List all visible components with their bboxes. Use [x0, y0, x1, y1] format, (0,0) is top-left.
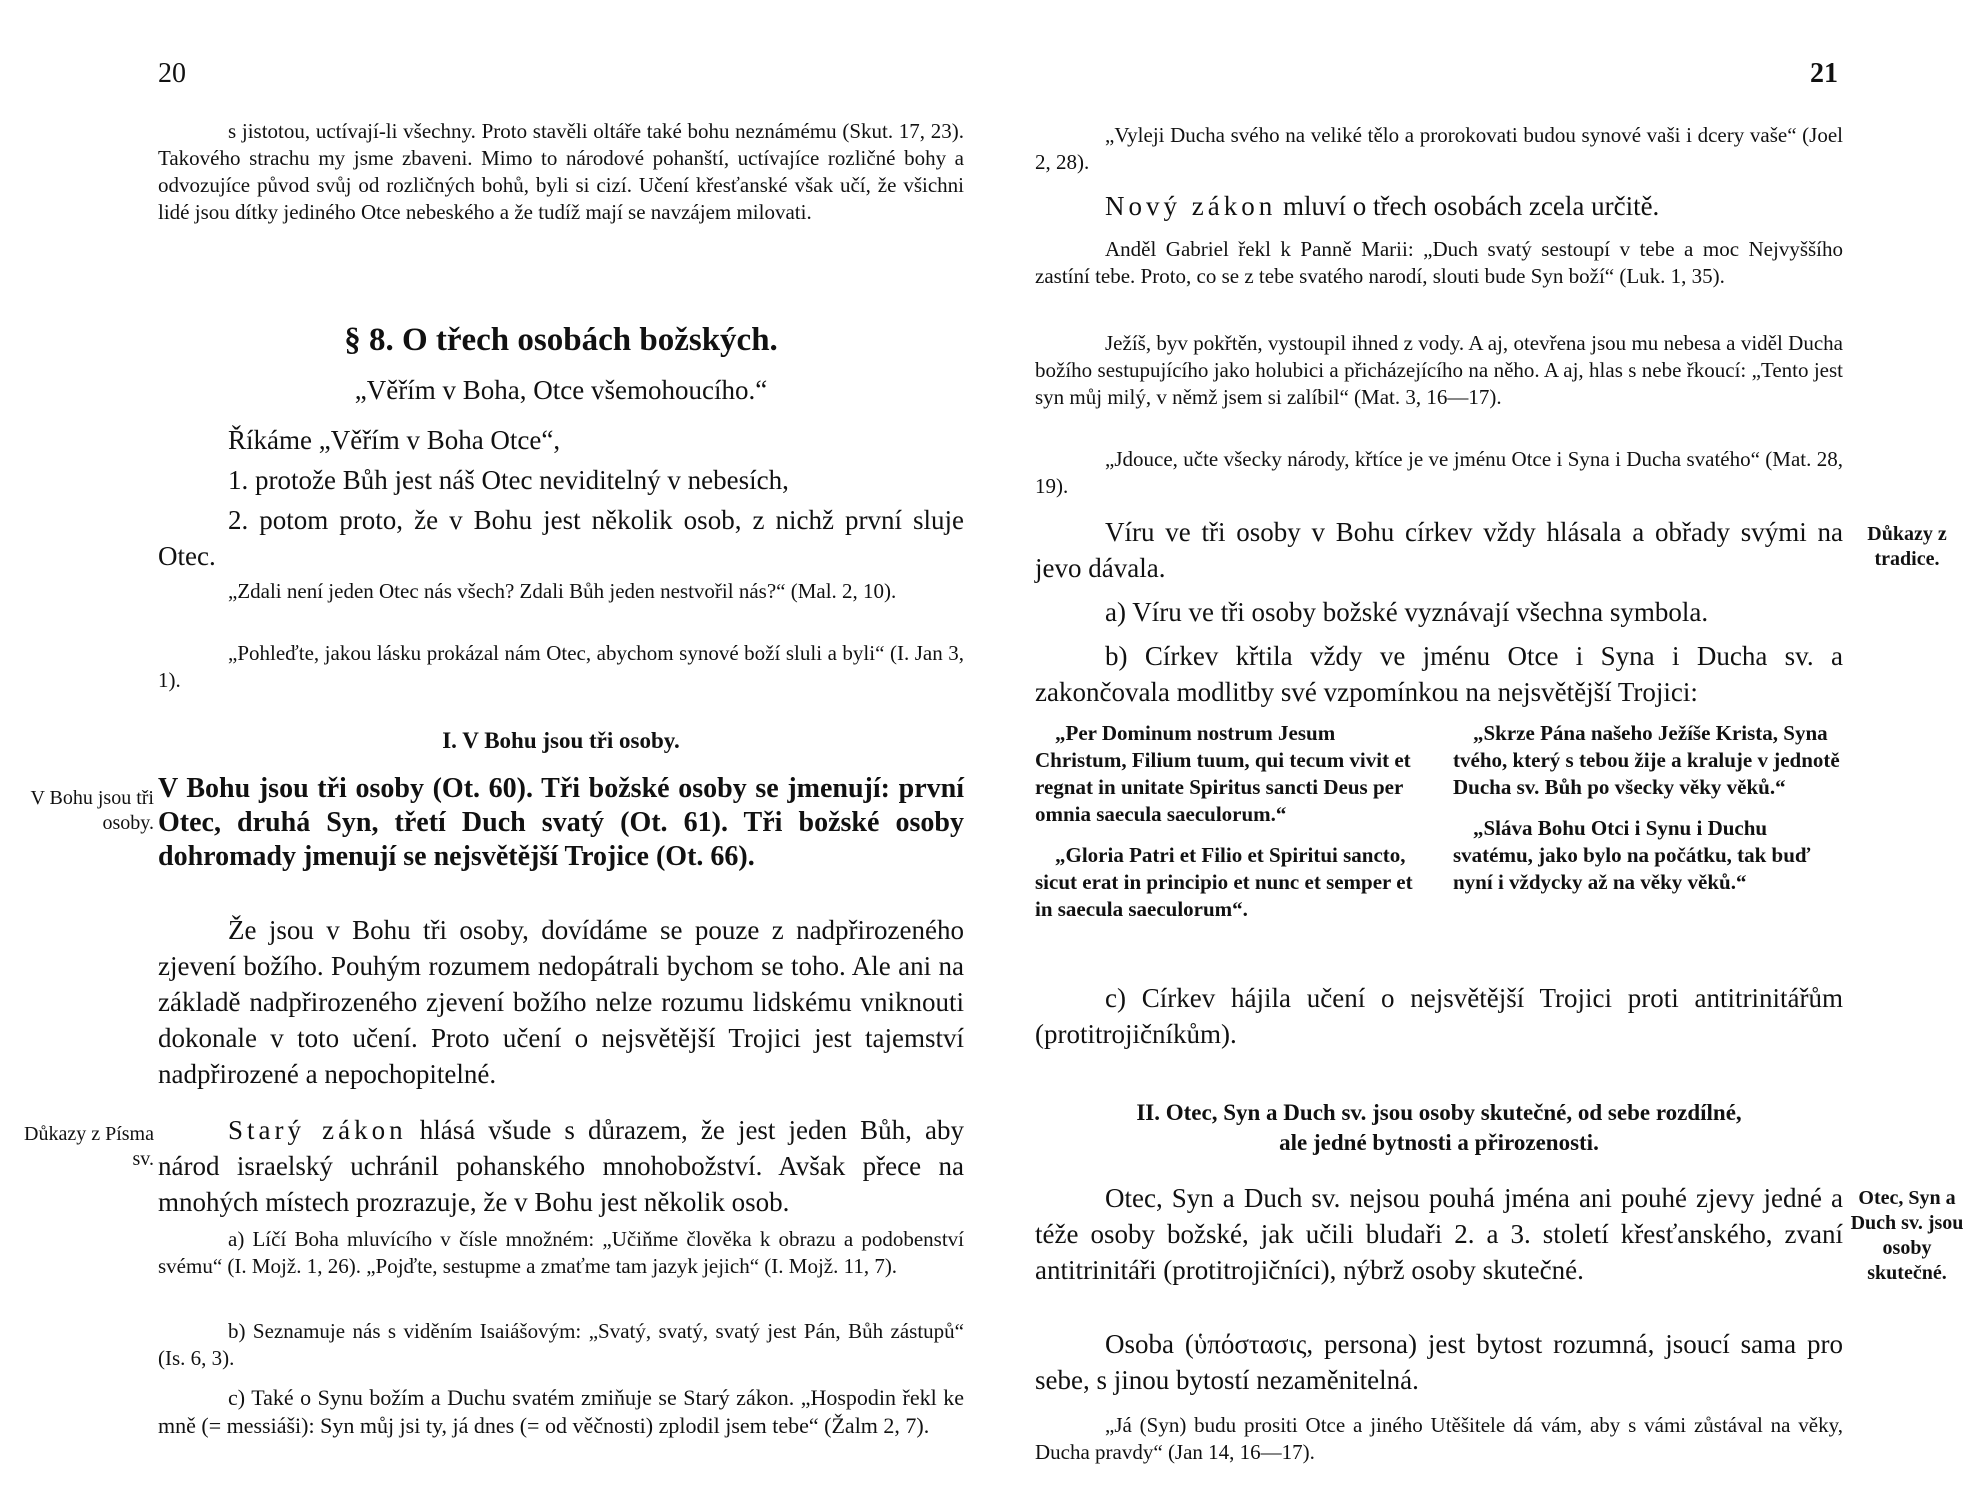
persons-paragraph: Otec, Syn a Duch sv. nejsou pouhá jména ani pouhé zjevy jedné a téže osoby božské, jak učili bludaři 2. a 3. století křesťanského, zvaní antitrinitáři (protitrojičníci), nýbrž osoby skutečné. [1035, 1183, 1843, 1285]
latin-prayer-1: „Per Dominum nostrum Jesum Christum, Filium tuum, qui tecum vivit et regnat in unitate Spiritus sancti Deus per omnia saecula saeculorum.“ [1035, 721, 1411, 826]
point-b: b) Seznamuje nás s viděním Isaiášovým: „Svatý, svatý, svatý jest Pán, Bůh zástupů“ (Is. 6, 3). [158, 1319, 964, 1370]
quote-jan14: „Já (Syn) budu prositi Otce a jiného Utěšitele dá vám, aby s vámi zůstával na věky, Ducha pravdy“ (Jan 14, 16—17). [1035, 1413, 1843, 1464]
margin-note-pismo: Důkazy z Písma sv. [24, 1123, 154, 1170]
point-c: c) Také o Synu božím a Duchu svatém zmiňuje se Starý zákon. „Hospodin řekl ke mně (= messiáši): Syn můj jsi ty, já dnes (= od věčnosti) zplodil jsem tebe“ (Žalm 2, 7). [158, 1385, 964, 1438]
reason-2: 2. potom proto, že v Bohu jest několik osob, z nichž první sluje Otec. [158, 505, 964, 571]
tradition-paragraph: Víru ve tři osoby v Bohu církev vždy hlásala a obřady svými na jevo dávala. [1035, 517, 1843, 583]
novy-zakon-paragraph [1035, 188, 1843, 224]
czech-prayer-1: „Skrze Pána našeho Ježíše Krista, Syna tvého, který s tebou žije a kraluje v jednotě Ducha sv. Bůh po všecky věky věků.“ [1453, 721, 1840, 799]
page-number-left: 20 [158, 58, 186, 89]
margin-note-tri-osoby: V Bohu jsou tři osoby. [30, 787, 154, 834]
creed-line: „Věřím v Boha, Otce všemohoucího.“ [354, 375, 768, 405]
page-number-right: 21 [1810, 58, 1838, 89]
revelation-paragraph: Že jsou v Bohu tři osoby, dovídáme se pouze z nadpřirozeného zjevení božího. Pouhým rozumem nedopátrali bychom se toho. Ale ani na základě nadpřirozeného zjevení božího nelze rozumu lidskému vniknouti dokonale v toto učení. Proto učení o nejsvětější Trojici jest tajemství nadpřirozené a nepochopitelné. [158, 915, 964, 1089]
item-c: c) Církev hájila učení o nejsvětější Trojici proti antitrinitářům (protitrojičníkům). [1035, 983, 1843, 1049]
intro-paragraph: s jistotou, uctívají-li všechny. Proto stavěli oltáře také bohu neznámému (Skut. 17, 23). Takového strachu my jsme zbaveni. Mimo to národové pohanští, uctívajíce rozličné bohy a odvozujíce původ svůj od rozličných bohů, byli si cizí. Učení křesťanské však učí, že všichni lidé jsou dítky jediného Otce nebeského a že tudíž mají se navzájem milovati. [158, 119, 964, 224]
stary-zakon-paragraph [158, 1112, 964, 1220]
quote-mal: „Zdali není jeden Otec nás všech? Zdali Bůh jeden nestvořil nás?“ (Mal. 2, 10). [228, 579, 897, 603]
rikame-line: Říkáme „Věřím v Boha Otce“, [228, 425, 561, 455]
doctrine-bold-paragraph: V Bohu jsou tři osoby (Ot. 60). Tři božské osoby se jmenují: první Otec, druhá Syn, třetí Duch svatý (Ot. 61). Tři božské osoby dohromady jmenují se nejsvětější Trojice (Ot. 66). [158, 773, 964, 872]
margin-note-tradice: Důkazy z tradice. [1867, 523, 1947, 570]
quote-joel: „Vyleji Ducha svého na veliké tělo a prorokovati budou synové vaši i dcery vaše“ (Joel 2, 28). [1035, 123, 1843, 174]
osoba-paragraph: Osoba (ὑπόστασις, persona) jest bytost rozumná, jsoucí sama pro sebe, s jinou bytostí nezaměnitelná. [1035, 1329, 1843, 1395]
item-a: a) Víru ve tři osoby božské vyznávají všechna symbola. [1105, 597, 1709, 627]
subsection-1-title: I. V Bohu jsou tři osoby. [442, 728, 680, 753]
stary-zakon-label: Starý zákon [228, 1115, 407, 1145]
prayer-columns [1035, 720, 1843, 937]
section-title: § 8. O třech osobách božských. [344, 322, 778, 358]
novy-zakon-label: Nový zákon [1105, 191, 1277, 221]
quote-mat28: „Jdouce, učte všecky národy, křtíce je ve jménu Otce i Syna i Ducha svatého“ (Mat. 28, 19). [1035, 447, 1843, 498]
subsection-2-line-1: II. Otec, Syn a Duch sv. jsou osoby skutečné, od sebe rozdílné, [1136, 1100, 1742, 1125]
subsection-2-line-2: ale jedné bytnosti a přirozenosti. [1279, 1130, 1599, 1155]
reason-1: 1. protože Bůh jest náš Otec neviditelný v nebesích, [228, 465, 789, 495]
quote-mat3: Ježíš, byv pokřtěn, vystoupil ihned z vody. A aj, otevřena jsou mu nebesa a viděl Ducha božího sestupujícího jako holubici a přicházejícího na něho. A aj, hlas s nebe řkoucí: „Tento jest syn můj milý, v němž jsem si zalíbil“ (Mat. 3, 16—17). [1035, 331, 1843, 409]
latin-prayer-2: „Gloria Patri et Filio et Spiritui sancto, sicut erat in principio et nunc et semper et in saecula saeculorum“. [1035, 843, 1413, 921]
czech-column [1453, 720, 1843, 937]
novy-zakon-text: mluví o třech osobách zcela určitě. [1276, 191, 1660, 221]
margin-note-osoby-skutecne: Otec, Syn a Duch sv. jsou osoby skutečné. [1850, 1187, 1964, 1284]
item-b: b) Církev křtila vždy ve jménu Otce i Syna i Ducha sv. a zakončovala modlitby své vzpomínkou na nejsvětější Trojici: [1035, 641, 1843, 707]
point-a: a) Líčí Boha mluvícího v čísle množném: „Učiňme člověka k obrazu a podobenství svému“ (I. Mojž. 1, 26). „Pojďte, sestupme a zmaťme tam jazyk jejich“ (I. Mojž. 11, 7). [158, 1227, 964, 1278]
czech-prayer-2: „Sláva Bohu Otci i Synu i Duchu svatému, jako bylo na počátku, tak buď nyní i vždycky až na věky věků.“ [1453, 816, 1811, 894]
quote-jan: „Pohleďte, jakou lásku prokázal nám Otec, abychom synové boží sluli a byli“ (I. Jan 3, 1). [158, 641, 964, 692]
quote-luk: Anděl Gabriel řekl k Panně Marii: „Duch svatý sestoupí v tebe a moc Nejvyššího zastíní tebe. Proto, co se z tebe svatého narodí, slouti bude Syn boží“ (Luk. 1, 35). [1035, 237, 1843, 288]
stary-zakon-text: hlásá všude s důrazem, že jest jeden Bůh, aby národ israelský uchránil pohanského mnohobožství. Avšak přece na mnohých místech prozrazuje, že v Bohu jest několik osob. [158, 1115, 965, 1217]
subsection-2-title [1035, 1098, 1843, 1158]
latin-column [1035, 720, 1425, 937]
